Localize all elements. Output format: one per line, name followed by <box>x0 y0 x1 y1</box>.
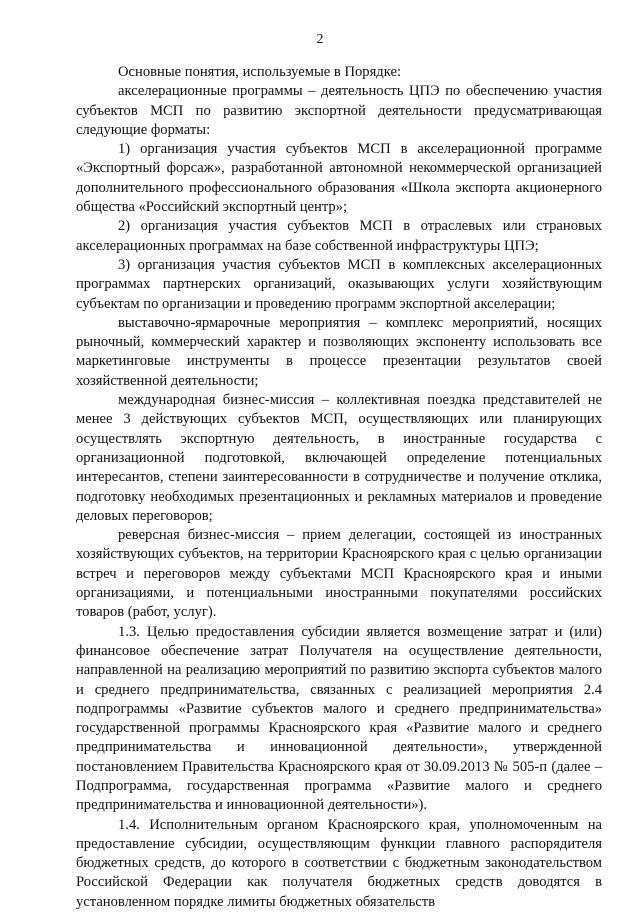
document-body <box>76 63 602 912</box>
page-number: 2 <box>316 32 324 47</box>
list-item-format-1: 1) организация участия субъектов МСП в акселерационной программе «Экспортный форсаж», разработанной автономной некоммерческой организацией дополнительного профессионального образования «Школа экспорта акционерного общества «Российский экспортный центр»; <box>76 141 602 216</box>
clause-1-3: 1.3. Целью предоставления субсидии является возмещение затрат и (или) финансовое обеспечение затрат Получателя на осуществление деятельности, направленной на реализацию мероприятий по развитию экспорта субъектов малого и среднего предпринимательства, связанных с реализацией мероприятия 2.4 подпрограммы «Развитие субъектов малого и среднего предпринимательства» государственной программы Красноярского края «Развитие малого и среднего предпринимательства и инновационной деятельности», утвержденной постановлением Правительства Красноярского края от 30.09.2013 № 505-п (далее – Подпрограмма, государственная программа «Развитие малого и среднего предпринимательства и инновационной деятельности»). <box>76 623 602 814</box>
list-item-format-2: 2) организация участия субъектов МСП в отраслевых или страновых акселерационных программах на базе собственной инфраструктуры ЦПЭ; <box>76 218 602 254</box>
definition-acceleration-programs: акселерационные программы – деятельность ЦПЭ по обеспечению участия субъектов МСП по развитию экспортной деятельности предусматривающая следующие форматы: <box>76 83 602 138</box>
definition-exhibition-events: выставочно-ярмарочные мероприятия – комплекс мероприятий, носящих рыночный, коммерческий характер и позволяющих экспоненту использовать все маркетинговые инструменты в процессе презентации результатов своей хозяйственной деятельности; <box>76 314 602 389</box>
definition-reverse-business-mission: реверсная бизнес-миссия – прием делегации, состоящей из иностранных хозяйствующих субъектов, на территории Красноярского края с целью организации встреч и переговоров между субъектами МСП Красноярского края и иными организациями, и потенциальными иностранными покупателями российских товаров (работ, услуг). <box>76 527 602 621</box>
clause-1-4: 1.4. Исполнительным органом Красноярского края, уполномоченным на предоставление субсидии, осуществляющим функции главного распорядителя бюджетных средств, до которого в соответствии с бюджетным законодательством Российской Федерации как получателя бюджетных средств доводятся в установленном порядке лимиты бюджетных обязательств <box>76 816 602 910</box>
heading-basic-concepts: Основные понятия, используемые в Порядке: <box>118 64 401 80</box>
definition-international-business-mission: международная бизнес-миссия – коллективная поездка представителей не менее 3 действующих субъектов МСП, осуществляющих или планирующих осуществлять экспортную деятельность, в иностранные государства с организационной подготовкой, включающей определение потенциальных интересантов, степени заинтересованности в сотрудничестве и получение отклика, подготовку необходимых презентационных и рекламных материалов и проведение деловых переговоров; <box>76 392 602 524</box>
list-item-format-3: 3) организация участия субъектов МСП в комплексных акселерационных программах партнерских организаций, оказывающих услуги хозяйствующим субъектам по организации и проведению программ экспортной акселерации; <box>76 256 602 312</box>
